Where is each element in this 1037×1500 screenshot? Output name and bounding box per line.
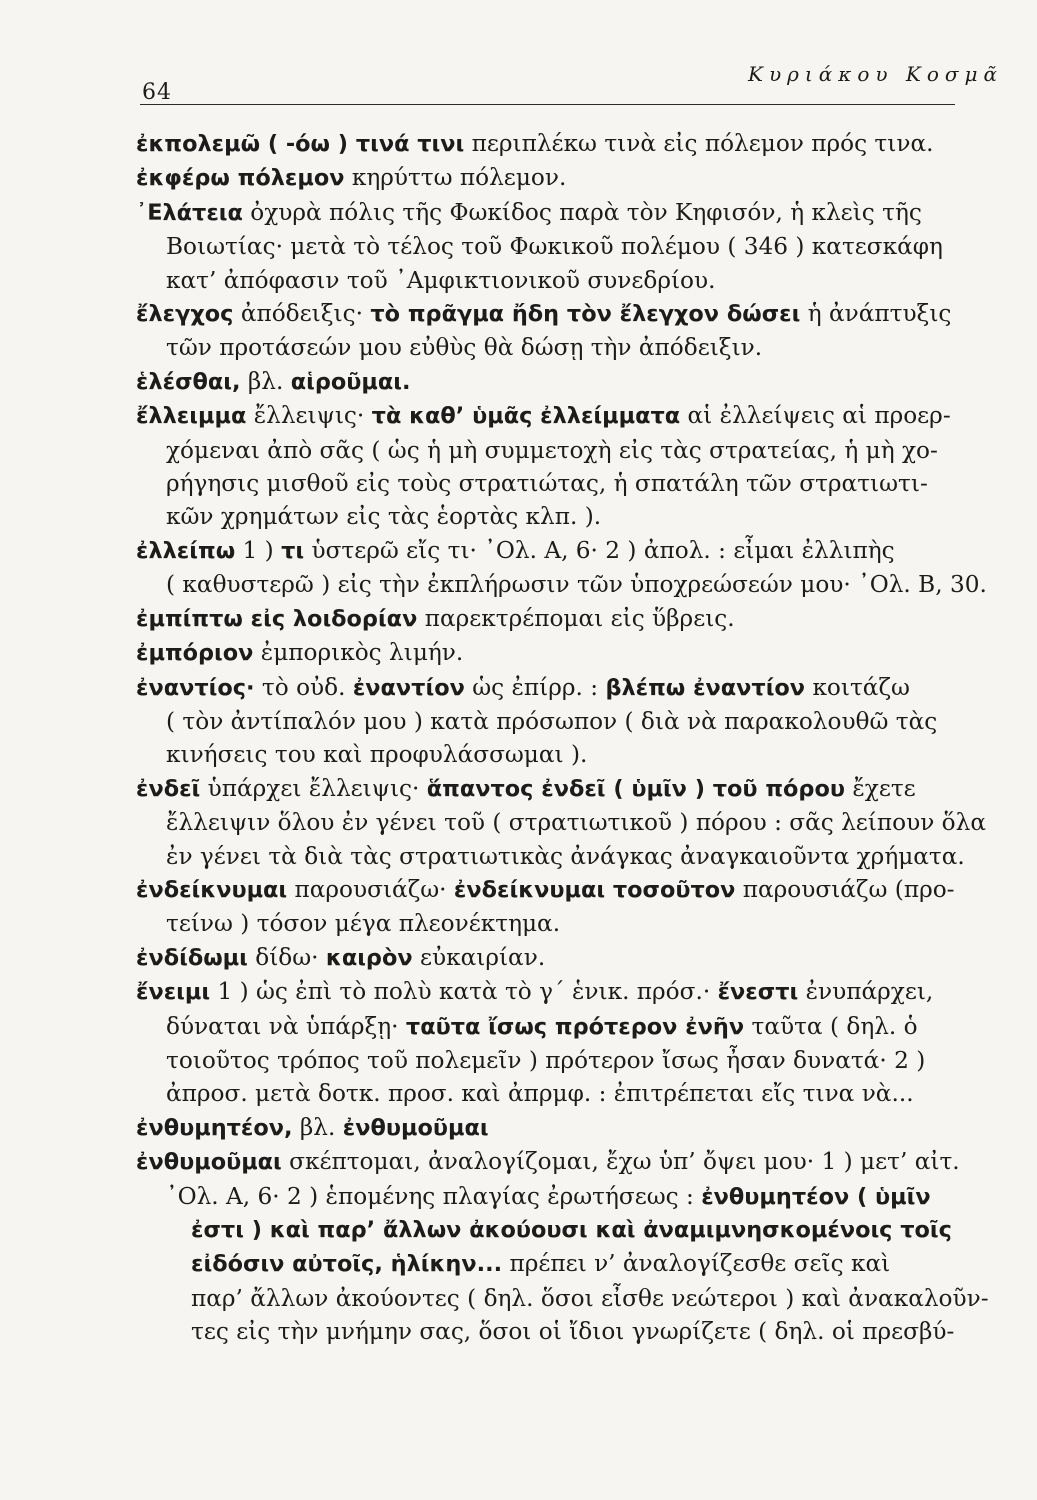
definition: ἀπόδειξις· [240,300,363,328]
definition: κηρύττω πόλεμον. [351,164,567,192]
example-phrase: εἰδόσιν αὐτοῖς, ἡλίκην... [191,1251,503,1278]
headword: ἐκπολεμῶ ( -όω ) τινά τινι [136,131,465,157]
definition-line: ἐν γένει τὰ διὰ τὰς στρατιωτικὰς ἀνάγκας ἀναγκαιοῦντα χρήματα. [166,842,965,870]
page-number: 64 [142,80,172,105]
example-phrase: καιρὸν [325,944,413,971]
definition: παρουσιάζω· [294,875,447,903]
cross-reference: βλ. [247,367,284,395]
definition-line: τείνω ) τόσον μέγα πλεονέκτημα. [166,910,561,938]
headword: ἐμπόριον [136,640,254,667]
headword: ἐναντίος· [136,674,255,701]
definition-line: Βοιωτίας· μετὰ τὸ τέλος τοῦ Φωκικοῦ πολέμου ( 346 ) κατεσκάφη [166,233,943,261]
example-phrase: ἅπαντος ἐνδεῖ ( ὑμῖν ) τοῦ πόρου [426,775,845,802]
definition-line: χόμεναι ἀπὸ σᾶς ( ὡς ἡ μὴ συμμετοχὴ εἰς τὰς στρατείας, ἡ μὴ χο- [166,436,938,464]
definition: παρουσιάζω (προ- [742,875,955,903]
entry-endidomi [137,941,967,975]
entry-ekpolemo [137,127,967,161]
definition: τὸ οὐδ. [261,673,346,701]
definition: σκέπτομαι, ἀναλογίζομαι, ἔχω ὑπ’ ὄψει μου· 1 ) μετ’ αἰτ. [289,1148,960,1176]
definition-line: ( τὸν ἀντίπαλόν μου ) κατὰ πρόσωπον ( διὰ νὰ παρακολουθῶ τὰς [166,707,938,735]
definition-line: τες εἰς τὴν μνήμην σας, ὅσοι οἱ ἴδιοι γνωρίζετε ( δηλ. οἱ πρεσβύ- [191,1318,955,1346]
definition-line: κινήσεις του καὶ προφυλάσσωμαι ). [166,741,588,769]
entry-enthymoumai [136,1145,989,1348]
running-head: Κυριάκου Κοσμᾶ [748,62,1004,86]
definition-line: τῶν προτάσεών μου εὐθὺς θὰ δώσῃ τὴν ἀπόδειξιν. [166,334,763,362]
cross-reference: βλ. [299,1113,336,1141]
definition: ὀχυρὰ πόλις τῆς Φωκίδος παρὰ τὸν Κηφισόν, ἡ κλεὶς τῆς [250,198,922,226]
headword: ἐλλείπω [136,537,236,564]
definition: ταῦτα ( δηλ. ὁ [751,1012,918,1040]
example-phrase: ἐνδείκνυμαι τοσοῦτον [453,876,736,903]
definition: ἐνυπάρχει, [805,978,934,1006]
definition: 1 ) ὡς ἐπὶ τὸ πολὺ κατὰ τὸ γ΄ ἑνικ. πρόσ.· [217,978,711,1006]
headword: ἐνδείκνυμαι [136,876,288,903]
definition-line: ἀπροσ. μετὰ δοτκ. προσ. καὶ ἀπρμφ. : ἐπιτρέπεται εἴς τινα νὰ... [166,1080,914,1108]
definition: ὑστερῶ εἴς τι· ᾿Ολ. Α, 6· 2 ) ἀπολ. : εἶμαι ἐλλιπὴς [311,536,895,564]
definition: εὐκαιρίαν. [419,943,546,971]
definition-line: ρήγησις μισθοῦ εἰς τοὺς στρατιώτας, ἡ σπατάλη τῶν στρατιωτι- [166,470,928,498]
entry-empipto [137,602,967,636]
entry-list [136,127,989,1349]
headword: ἐνδεῖ [136,775,201,802]
entry-emporion [137,636,967,670]
definition: 1 ) [242,536,274,564]
headword: ἔλεγχος [136,301,234,328]
entry-enthymeteon [137,1111,967,1145]
entry-endei [136,772,986,873]
entry-elateia [137,196,967,297]
entry-elenchos [137,297,967,365]
entry-ekphero-polemon [137,161,967,195]
definition-line: κῶν χρημάτων εἰς τὰς ἑορτὰς κλπ. ). [166,503,602,531]
example-phrase: ἐνθυμητέον ( ὑμῖν [701,1183,931,1210]
headword: ἑλέσθαι, [136,368,241,395]
headword: ἔλλειμμα [136,403,247,430]
headword: ἐνδίδωμι [136,944,248,971]
definition: ὡς ἐπίρρ. : [472,673,599,701]
example-phrase: τι [281,537,305,564]
cross-reference-target: ἐνθυμοῦμαι [342,1114,489,1141]
header-rule [140,104,955,105]
definition: ἡ ἀνάπτυξις [807,300,952,328]
example-phrase: ἐστι ) καὶ παρ’ ἄλλων ἀκούουσι καὶ ἀναμιμνησκομένοις τοῖς [191,1217,952,1243]
headword: ᾿Ελάτεια [136,199,243,226]
definition-line: κατ’ ἀπόφασιν τοῦ ᾿Αμφικτιονικοῦ συνεδρίου. [166,266,716,294]
entry-enantios [137,671,967,772]
example-phrase: τὸ πρᾶγμα ἤδη τὸν ἔλεγχον δώσει [370,301,801,328]
definition: ὑπάρχει ἔλλειψις· [207,774,420,802]
definition-line: ( καθυστερῶ ) εἰς τὴν ἐκπλήρωσιν τῶν ὑποχρεώσεών μου· ᾿Ολ. Β, 30. [166,571,987,599]
definition-line: τοιοῦτος τρόπος τοῦ πολεμεῖν ) πρότερον ἴσως ἦσαν δυνατά· 2 ) [166,1046,926,1074]
headword: ἐμπίπτω εἰς λοιδορίαν [136,605,418,632]
example-phrase: ταῦτα ἴσως πρότερον ἐνῆν [405,1013,745,1040]
definition: παρεκτρέπομαι εἰς ὕβρεις. [424,604,735,632]
headword: ἔνειμι [136,979,211,1006]
definition: ᾿Ολ. Α, 6· 2 ) ἑπομένης πλαγίας ἐρωτήσεως : [166,1182,694,1210]
definition: πρέπει ν’ ἀναλογίζεσθε σεῖς καὶ [509,1250,891,1278]
example-phrase: ἔνεστι [717,979,799,1006]
entry-endeiknymai [137,873,967,941]
headword: ἐκφέρω πόλεμον [136,165,345,192]
entry-eneimi [137,975,967,1111]
definition: κοιτάζω [812,673,910,701]
definition: ἔχετε [852,774,916,802]
entry-elleimma [137,399,967,534]
definition-line: ἔλλειψιν ὅλου ἐν γένει τοῦ ( στρατιωτικοῦ ) πόρου : σᾶς λείπουν ὅλα [166,809,986,837]
definition: δίδω· [255,943,319,971]
definition: περιπλέκω τινὰ εἰς πόλεμον πρός τινα. [471,130,934,157]
entry-helesthai [137,365,967,399]
definition: δύναται νὰ ὑπάρξῃ· [166,1012,399,1040]
entry-elleipo [136,534,987,602]
example-phrase: τὰ καθ’ ὑμᾶς ἐλλείμματα [371,403,681,430]
definition: ἐμπορικὸς λιμήν. [260,639,464,667]
example-phrase: βλέπω ἐναντίον [605,674,806,701]
definition: αἱ ἐλλείψεις αἱ προερ- [687,402,951,430]
cross-reference-target: αἱροῦμαι. [290,368,411,395]
headword: ἐνθυμοῦμαι [136,1149,282,1176]
definition: ἔλλειψις· [253,402,365,430]
example-phrase: ἐναντίον [352,674,465,701]
headword: ἐνθυμητέον, [136,1114,293,1141]
definition-line: παρ’ ἄλλων ἀκούοντες ( δηλ. ὅσοι εἶσθε νεώτεροι ) καὶ ἀνακαλοῦν- [191,1284,989,1312]
